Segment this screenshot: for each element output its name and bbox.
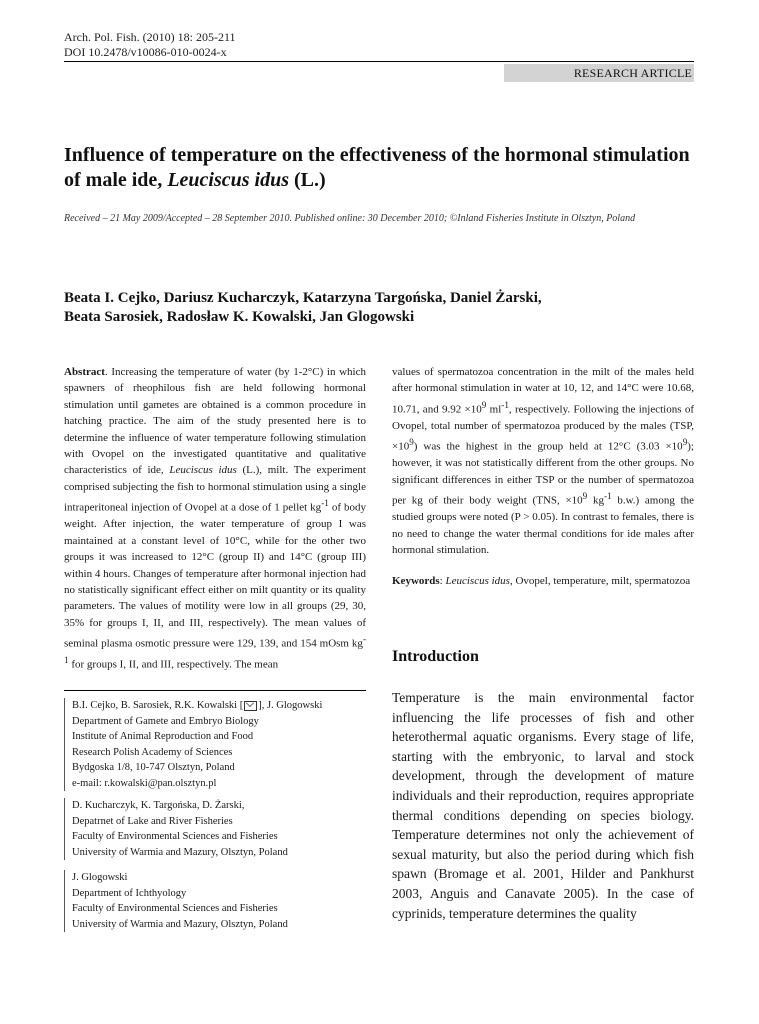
abstract-text-3: of body weight. After injection, the water temperature of group I was maintained at a constant level of 10°C, while for the other two groups it was increased to 12°C (group II) and 14°C (group III) within 4 hours. Changes of temperature after hormonal injection had no statistically significant effect either on milt quantity or its quality parameters. The values of motility were low in all groups (29, 30, 35% for groups I, II, and III, respectively). The mean values of seminal plasma osmotic pressure were 129, 139, and 154 mOsm kg <box>64 501 366 650</box>
affiliation-line: Faculty of Environmental Sciences and Fisheries <box>72 831 278 842</box>
introduction-text: Temperature is the main environmental factor influencing the life processes of fish and other heterothermal aquatic organisms. Every stage of life, starting with the embryonic, to larval and stock development, through the development of mature individuals and their reproduction, requires appropriate thermal conditions depending on species biology. Temperature determines not only the achievement of sexual maturity, but also the period during which fish spawn (Bromage et al. 2001, Hilder and Pankhurst 2003, Anguis and Canavate 2005). In the case of cyprinids, temperature determines the quality <box>392 690 694 921</box>
mail-icon <box>244 701 257 711</box>
abstract-text-1: . Increasing the temperature of water (by 1-2°C) in which spawners of rheophilous fish are held following hormonal stimulation until gametes are obtained is a common procedure in hatching practice. The aim of the study presented here is to determine the influence of water temperature following stimulation with Ovopel on the investigated quantitative and qualitative characteristics of ide, <box>64 366 366 477</box>
affiliation-line: Bydgoska 1/8, 10-747 Olsztyn, Poland <box>72 762 235 773</box>
abstract-unit-sup-r1: -1 <box>501 399 509 410</box>
abstract-sup-r2: 9 <box>409 437 414 448</box>
abstract-label: Abstract <box>64 366 105 378</box>
abstract-species: Leuciscus idus <box>169 464 237 477</box>
journal-header <box>64 30 236 60</box>
abstract-unit-r1: ml <box>486 403 502 416</box>
doi: DOI 10.2478/v10086-010-0024-x <box>64 45 227 59</box>
authors-line-2: Beata Sarosiek, Radosław K. Kowalski, Jan Glogowski <box>64 309 415 325</box>
affiliation-block-3 <box>64 870 364 932</box>
introduction-heading: Introduction <box>392 648 479 665</box>
abstract-sup-r1: 9 <box>481 399 487 410</box>
abstract-text-r5: kg <box>587 494 604 507</box>
keywords: Keywords: Leuciscus idus, Ovopel, temperature, milt, spermatozoa <box>392 575 691 587</box>
abstract-sup-r5: -1 <box>603 491 612 502</box>
affiliation-block-1 <box>64 698 364 791</box>
affiliation-line: Research Polish Academy of Sciences <box>72 746 233 758</box>
keywords-rest: , Ovopel, temperature, milt, spermatozoa <box>509 575 691 587</box>
title-main: Influence of temperature on the effectiveness of the hormonal stimulation of male ide, <box>64 144 690 191</box>
abstract-text-r4: ); however, it was not statistically different from the other groups. No significant differences in either TSP or the number of spermatozoa per kg of their body weight (TNS, ×10 <box>392 440 694 507</box>
abstract-text-r6: b.w.) among the studied groups were noted (P > 0.05). In contrast to females, there is no need to change the water thermal conditions for ide males after hormonal stimulation. <box>392 494 695 557</box>
abstract-text-r1: values of spermatozoa concentration in the milt of the males held after hormonal stimulation in water at 10, 12, and 14°C were 10.68, 10.71, and 9.92 ×10 <box>392 366 694 416</box>
affiliation-line: Faculty of Environmental Sciences and Fisheries <box>72 903 278 914</box>
affiliation-authors: B.I. Cejko, B. Sarosiek, R.K. Kowalski [ <box>72 700 244 711</box>
abstract-sup-1: -1 <box>321 498 329 509</box>
affiliation-rule <box>64 690 366 691</box>
authors-line-1: Beata I. Cejko, Dariusz Kucharczyk, Katarzyna Targońska, Daniel Żarski, <box>64 290 542 306</box>
affiliation-line: University of Warmia and Mazury, Olsztyn, Poland <box>72 846 288 858</box>
author-list <box>64 289 704 327</box>
affiliation-line: D. Kucharczyk, K. Targońska, D. Żarski, <box>72 800 245 811</box>
abstract-sup-r4: 9 <box>582 491 588 502</box>
journal-citation: Arch. Pol. Fish. (2010) 18: 205-211 <box>64 30 236 44</box>
affiliation-line: University of Warmia and Mazury, Olsztyn, Poland <box>72 918 288 930</box>
keywords-label: Keywords <box>392 575 440 587</box>
abstract-left-column <box>64 364 366 673</box>
affiliation-line: Department of Gamete and Embryo Biology <box>72 715 259 727</box>
received-line: Received – 21 May 2009/Accepted – 28 September 2010. Published online: 30 December 2010; ©Inland Fisheries Institute in Olsztyn, Poland <box>64 213 636 224</box>
affiliation-authors-cont: ], J. Glogowski <box>258 700 323 711</box>
header-rule <box>64 61 694 62</box>
abstract-sup-2: -1 <box>64 634 366 666</box>
affiliation-line: Department of Ichthyology <box>72 887 187 899</box>
affiliation-line: Institute of Animal Reproduction and Food <box>72 731 254 742</box>
title-suffix: (L.) <box>294 169 326 191</box>
keywords-species: Leuciscus idus <box>445 575 510 587</box>
abstract-text-2: (L.), milt. The experiment comprised subjecting the fish to hormonal stimulation using a single intraperitoneal injection of Ovopel at a dose of 1 pellet kg <box>64 464 366 514</box>
abstract-right-column <box>392 364 694 558</box>
paper-title <box>64 143 704 193</box>
affiliation-line <box>72 698 364 714</box>
affiliation-line: Depatrnet of Lake and River Fisheries <box>72 815 233 827</box>
affiliation-email: e-mail: r.kowalski@pan.olsztyn.pl <box>72 777 217 789</box>
abstract-sup-r3: 9 <box>682 437 688 448</box>
abstract-text-4: for groups I, II, and III, respectively. The mean <box>68 658 279 671</box>
abstract-text-r3: ) was the highest in the group held at 12°C (3.03 ×10 <box>413 440 683 453</box>
abstract-text-r2: , respectively. Following the injections of Ovopel, total number of spermatozoa produced by the males (TSP, ×10 <box>392 403 694 453</box>
title-species: Leuciscus idus <box>167 169 289 191</box>
affiliation-block-2 <box>64 798 364 860</box>
affiliation-line: J. Glogowski <box>72 872 128 883</box>
article-type-badge: RESEARCH ARTICLE <box>504 64 694 82</box>
